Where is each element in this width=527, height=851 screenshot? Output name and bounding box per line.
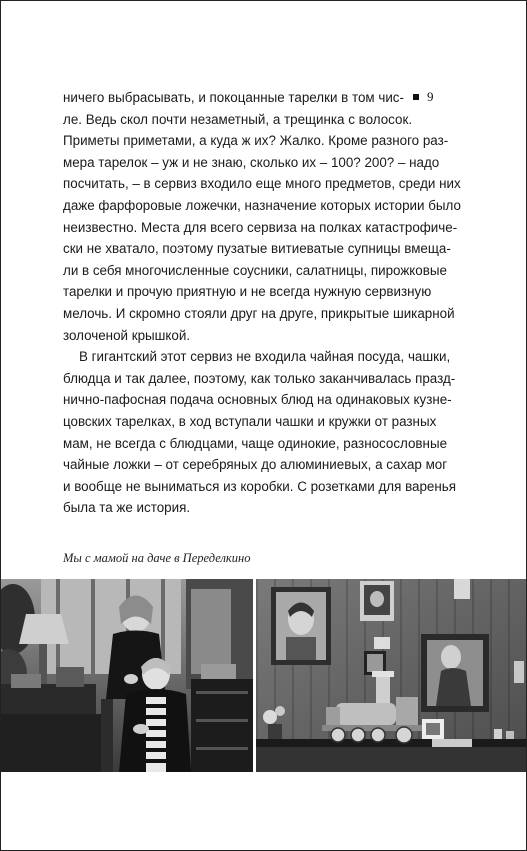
text-line: мелочь. И скромно стояли друг на друге, прикрытые шикарной	[63, 305, 455, 321]
text-line: неизвестно. Места для всего сервиза на полках катастрофиче-	[63, 219, 458, 235]
text-line: Приметы приметами, а куда ж их? Жалко. Кроме разного раз-	[63, 133, 449, 149]
text-line: мам, не всегда с блюдцами, чаще одинокие, разносословные	[63, 435, 448, 451]
text-line: мера тарелок – уж и не знаю, сколько их – 100? 200? – надо	[63, 154, 440, 170]
text-line: тарелки и прочую приятную и не всегда нужную сервизную	[63, 284, 432, 300]
text-line: золоченой крышкой.	[63, 327, 191, 343]
text-line: ничего выбрасывать, и покоцанные тарелки в том чис-	[63, 90, 404, 105]
text-line: ле. Ведь скол почти незаметный, а трещинка с волосок.	[63, 111, 413, 127]
text-line: и вообще не выниматься из коробки. С розетками для варенья	[63, 478, 457, 494]
paragraph-2	[63, 346, 457, 519]
photo-women-illustration	[1, 579, 253, 772]
text-line: была та же история.	[63, 500, 191, 516]
text-line: цовских тарелках, в ход вступали чашки и кружки от разных	[63, 413, 437, 429]
photo-women-in-room	[1, 579, 253, 772]
text-line: нично-пафосная подача основных блюд на одинаковых кузне-	[63, 392, 452, 408]
photo-portraits-illustration	[256, 579, 526, 772]
page-number: 9	[427, 89, 434, 104]
body-text	[63, 87, 461, 519]
text-line: даже фарфоровые ложечки, назначение которых истории было	[63, 197, 461, 213]
text-line: блюдца и так далее, поэтому, как только заканчивалась празд-	[63, 370, 456, 386]
text-line: ски не хватало, поэтому пузатые витиеватые супницы вмеща-	[63, 241, 451, 257]
text-line: чайные ложки – от серебряных до алюминиевых, а сахар мог	[63, 457, 448, 473]
photo-caption: Мы с мамой на даче в Переделкино	[63, 551, 251, 565]
paragraph-1	[63, 87, 461, 346]
photo-portraits-wall	[256, 579, 526, 772]
text-line: В гигантский этот сервиз не входила чайная посуда, чашки,	[79, 349, 451, 365]
text-line: посчитать, – в сервиз входило еще много предметов, среди них	[63, 176, 461, 192]
photo-strip	[1, 579, 526, 772]
text-line: ли в себя многочисленные соусники, салатницы, пирожковые	[63, 262, 447, 278]
